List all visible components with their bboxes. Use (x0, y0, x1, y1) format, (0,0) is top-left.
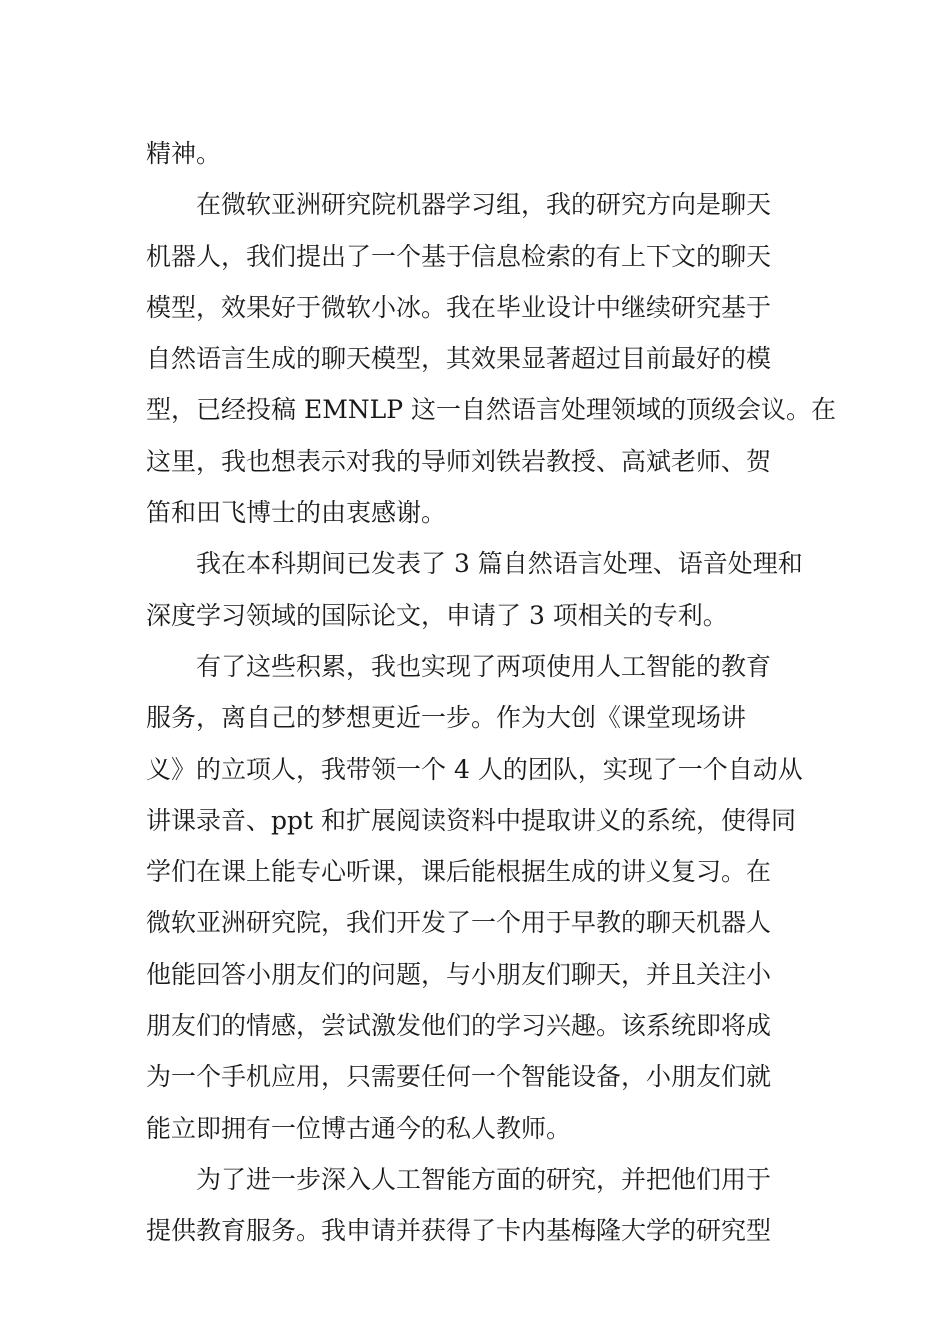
text-line: 学们在课上能专心听课，课后能根据生成的讲义复习。在 (146, 857, 772, 887)
text-line: 微软亚洲研究院，我们开发了一个用于早教的聊天机器人 (146, 908, 772, 938)
text-line: 提供教育服务。我申请并获得了卡内基梅隆大学的研究型 (146, 1216, 772, 1246)
text-line: 型，已经投稿 EMNLP 这一自然语言处理领域的顶级会议。在 (146, 395, 837, 425)
text-line: 在微软亚洲研究院机器学习组，我的研究方向是聊天 (196, 190, 772, 220)
text-line: 能立即拥有一位博古通今的私人教师。 (146, 1113, 572, 1143)
text-line: 自然语言生成的聊天模型，其效果显著超过目前最好的模 (146, 344, 772, 374)
text-line: 有了这些积累，我也实现了两项使用人工智能的教育 (196, 651, 772, 681)
text-line: 精神。 (146, 139, 222, 168)
text-line: 为一个手机应用，只需要任何一个智能设备，小朋友们就 (146, 1062, 772, 1092)
text-line: 服务，离自己的梦想更近一步。作为大创《课堂现场讲 (146, 703, 747, 733)
text-line: 模型，效果好于微软小冰。我在毕业设计中继续研究基于 (146, 292, 772, 322)
text-line: 义》的立项人，我带领一个 4 人的团队，实现了一个自动从 (146, 754, 803, 784)
text-line: 这里，我也想表示对我的导师刘铁岩教授、高斌老师、贺 (146, 446, 772, 476)
text-line: 笛和田飞博士的由衷感谢。 (146, 498, 447, 528)
text-line: 朋友们的情感，尝试激发他们的学习兴趣。该系统即将成 (146, 1011, 772, 1041)
text-line: 机器人，我们提出了一个基于信息检索的有上下文的聊天 (146, 241, 772, 271)
text-line: 深度学习领域的国际论文，申请了 3 项相关的专利。 (146, 600, 728, 630)
text-line: 讲课录音、ppt 和扩展阅读资料中提取讲义的系统，使得同 (146, 805, 797, 835)
body-text (146, 128, 837, 1257)
text-line: 我在本科期间已发表了 3 篇自然语言处理、语音处理和 (196, 549, 803, 579)
text-line: 为了进一步深入人工智能方面的研究，并把他们用于 (196, 1164, 772, 1194)
text-line: 他能回答小朋友们的问题，与小朋友们聊天，并且关注小 (146, 959, 772, 989)
